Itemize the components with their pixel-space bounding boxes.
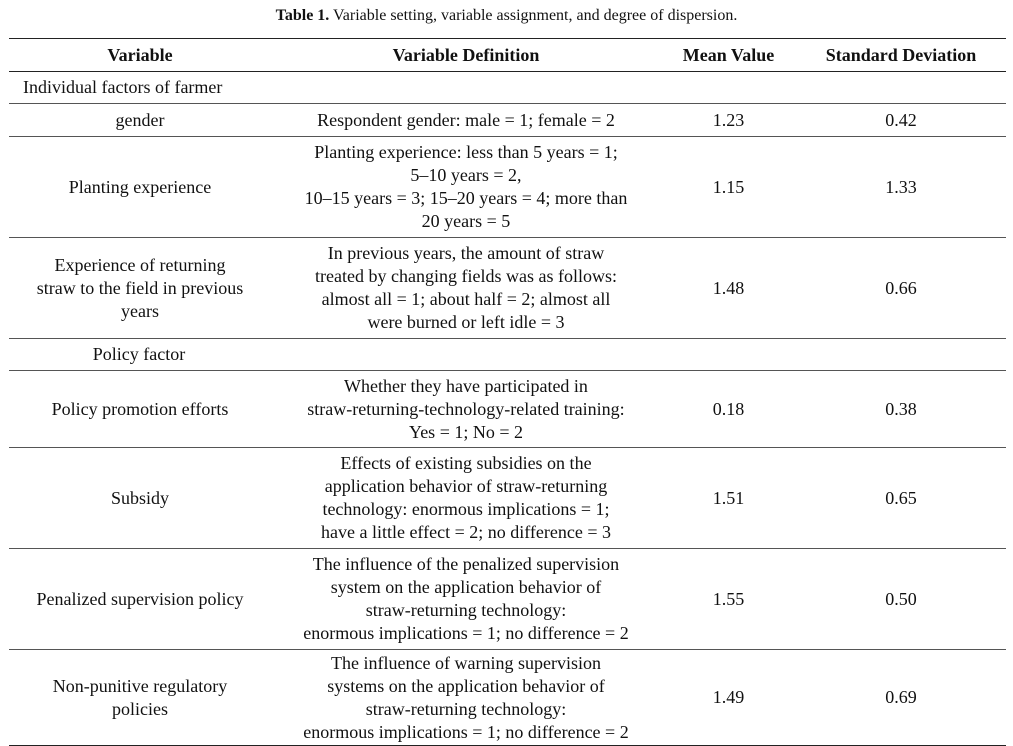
table-row bbox=[9, 238, 1006, 339]
row-variable: gender bbox=[9, 104, 271, 137]
row-sd: 0.69 bbox=[796, 650, 1006, 746]
table-row bbox=[9, 137, 1006, 238]
row-sd: 0.42 bbox=[796, 104, 1006, 137]
row-variable: Non-punitive regulatory policies bbox=[9, 650, 271, 746]
row-mean: 1.49 bbox=[661, 650, 796, 746]
table-row bbox=[9, 549, 1006, 650]
row-definition: The influence of the penalized supervision system on the application behavior of straw-returning technology: enormous implications = 1; no difference = 2 bbox=[271, 549, 661, 650]
row-mean: 1.48 bbox=[661, 238, 796, 339]
table-row bbox=[9, 104, 1006, 137]
row-sd: 0.66 bbox=[796, 238, 1006, 339]
section-row bbox=[9, 72, 1006, 104]
row-sd: 0.65 bbox=[796, 448, 1006, 549]
section-individual: Individual factors of farmer bbox=[23, 77, 223, 97]
header-row bbox=[9, 39, 1006, 72]
row-mean: 1.15 bbox=[661, 137, 796, 238]
row-sd: 1.33 bbox=[796, 137, 1006, 238]
row-mean: 1.51 bbox=[661, 448, 796, 549]
table-caption-text: Variable setting, variable assignment, and degree of dispersion. bbox=[333, 7, 738, 24]
row-definition: Respondent gender: male = 1; female = 2 bbox=[271, 104, 661, 137]
row-variable: Penalized supervision policy bbox=[9, 549, 271, 650]
row-variable: Experience of returning straw to the field in previous years bbox=[9, 238, 271, 339]
row-mean: 1.23 bbox=[661, 104, 796, 137]
row-definition: The influence of warning supervision systems on the application behavior of straw-returning technology: enormous implications = 1; no difference = 2 bbox=[271, 650, 661, 746]
row-mean: 1.55 bbox=[661, 549, 796, 650]
row-definition: Effects of existing subsidies on the application behavior of straw-returning technology: enormous implications = 1; have a little effect = 2; no difference = 3 bbox=[271, 448, 661, 549]
table-caption-label: Table 1. bbox=[275, 7, 330, 24]
row-mean: 0.18 bbox=[661, 371, 796, 448]
header-mean: Mean Value bbox=[661, 39, 796, 72]
header-sd: Standard Deviation bbox=[796, 39, 1006, 72]
header-definition: Variable Definition bbox=[271, 39, 661, 72]
row-variable: Subsidy bbox=[9, 448, 271, 549]
section-policy: Policy factor bbox=[9, 339, 271, 371]
row-definition: Planting experience: less than 5 years = 1; 5–10 years = 2, 10–15 years = 3; 15–20 years = 4; more than 20 years = 5 bbox=[271, 137, 661, 238]
row-variable: Planting experience bbox=[9, 137, 271, 238]
row-variable: Policy promotion efforts bbox=[9, 371, 271, 448]
header-variable: Variable bbox=[9, 39, 271, 72]
section-row bbox=[9, 339, 1006, 371]
table-row bbox=[9, 448, 1006, 549]
table-caption bbox=[0, 6, 1013, 26]
statistics-table bbox=[9, 38, 1006, 746]
row-sd: 0.50 bbox=[796, 549, 1006, 650]
table-row bbox=[9, 650, 1006, 746]
row-sd: 0.38 bbox=[796, 371, 1006, 448]
row-definition: In previous years, the amount of straw treated by changing fields was as follows: almost all = 1; about half = 2; almost all were burned or left idle = 3 bbox=[271, 238, 661, 339]
row-definition: Whether they have participated in straw-returning-technology-related training: Yes = 1; No = 2 bbox=[271, 371, 661, 448]
table-row bbox=[9, 371, 1006, 448]
